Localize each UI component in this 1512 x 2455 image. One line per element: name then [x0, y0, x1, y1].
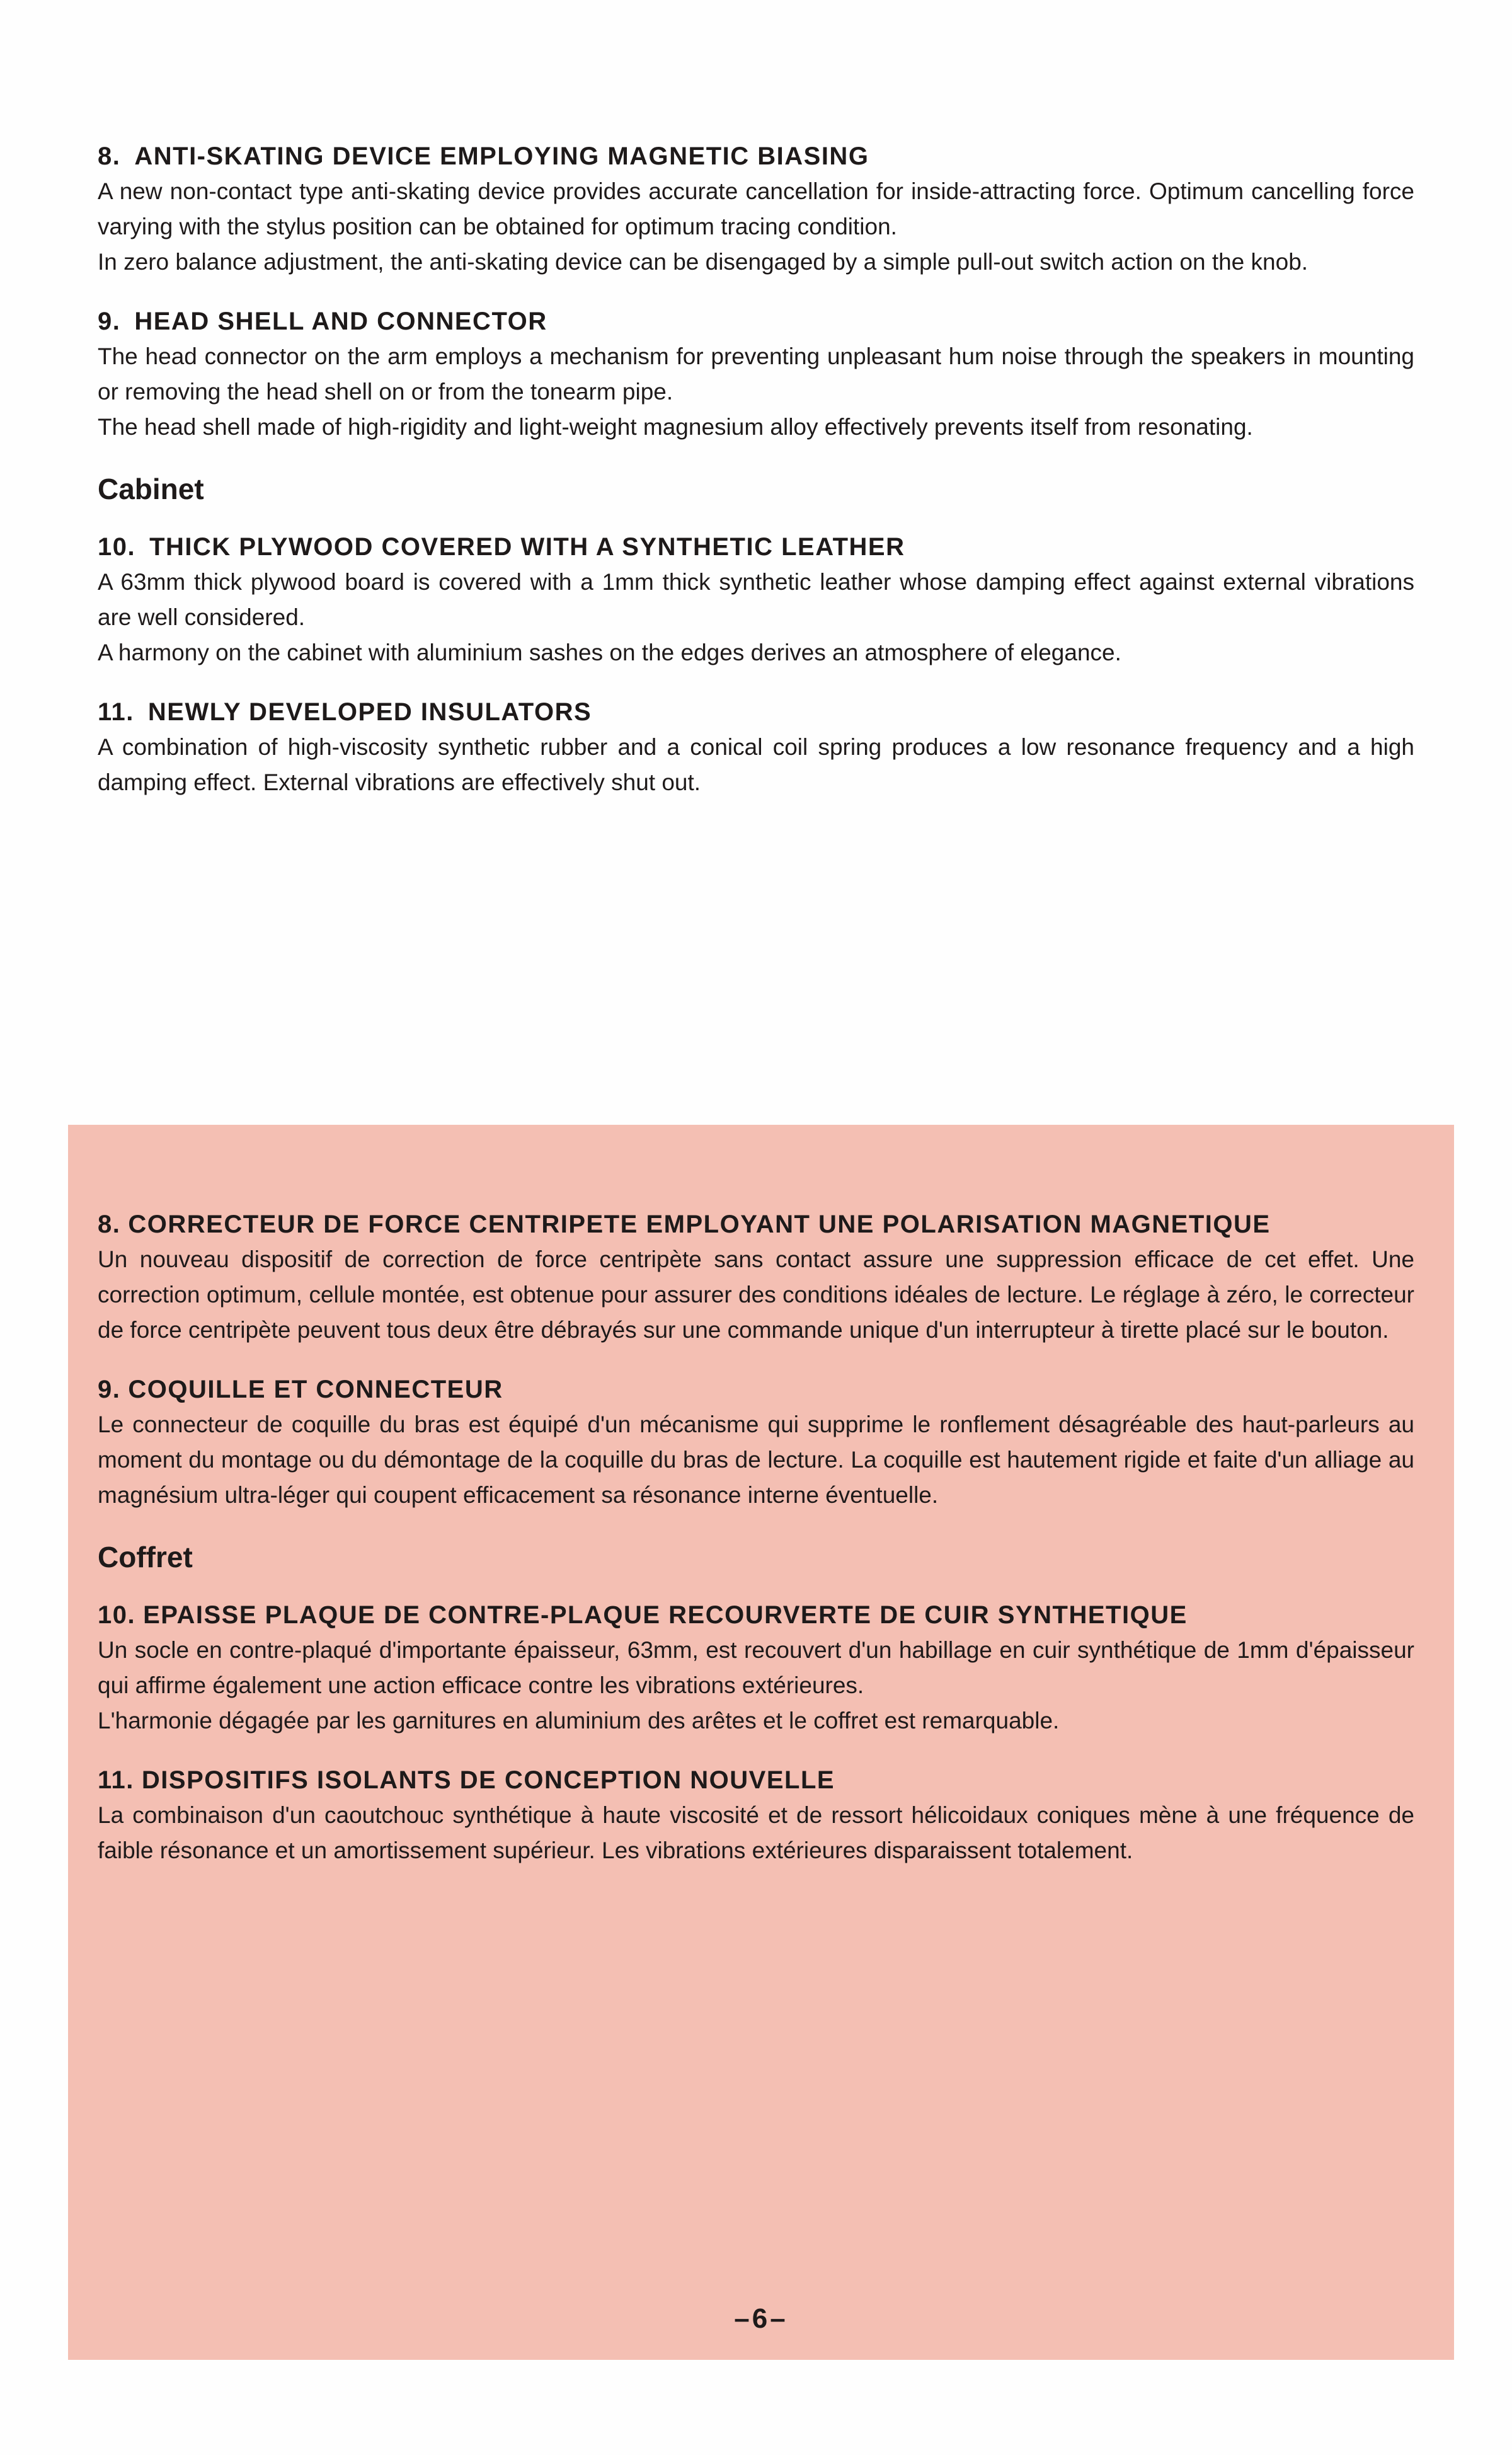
paragraph: A 63mm thick plywood board is covered with a 1mm thick synthetic leather whose damping effect against external vibrations are well considered. [98, 569, 1414, 630]
section-title: NEWLY DEVELOPED INSULATORS [147, 698, 592, 726]
section-number: 11. [98, 1766, 134, 1794]
paragraph: Un socle en contre-plaqué d'importante épaisseur, 63mm, est recouvert d'un habillage en cuir synthétique de 1mm d'épaisseur qui affirme également une action efficace contre les vibrations extérieures. [98, 1637, 1414, 1698]
section-number: 9. [98, 1376, 121, 1403]
paragraph: The head shell made of high-rigidity and light-weight magnesium alloy effectively prevents itself from resonating. [98, 414, 1253, 440]
english-content [98, 139, 1414, 824]
section-title: COQUILLE ET CONNECTEUR [128, 1376, 503, 1403]
section-title: ANTI-SKATING DEVICE EMPLOYING MAGNETIC BIASING [134, 142, 869, 170]
section-heading [98, 1762, 1414, 1798]
paragraph: A harmony on the cabinet with aluminium sashes on the edges derives an atmosphere of elegance. [98, 640, 1121, 665]
section-coquille [98, 1372, 1414, 1513]
paragraph: A new non-contact type anti-skating device provides accurate cancellation for inside-attracting force. Optimum cancelling force varying with the stylus position can be obtained for optimum tracing condition. [98, 178, 1414, 239]
section-correcteur [98, 1207, 1414, 1348]
section-anti-skating [98, 139, 1414, 280]
french-content [98, 1207, 1414, 1892]
section-number: 8. [98, 142, 121, 170]
section-head-shell [98, 304, 1414, 445]
section-number: 11. [98, 698, 134, 726]
section-number: 8. [98, 1210, 121, 1238]
section-title: EPAISSE PLAQUE DE CONTRE-PLAQUE RECOURVERTE DE CUIR SYNTHETIQUE [143, 1601, 1188, 1629]
group-title-coffret: Coffret [98, 1541, 193, 1573]
section-number: 9. [98, 308, 121, 335]
section-title: DISPOSITIFS ISOLANTS DE CONCEPTION NOUVELLE [141, 1766, 835, 1794]
page-number: –6– [734, 2303, 788, 2334]
section-heading [98, 1372, 1414, 1407]
section-title: THICK PLYWOOD COVERED WITH A SYNTHETIC LEATHER [149, 533, 905, 561]
section-number: 10. [98, 533, 136, 561]
section-heading [98, 304, 1414, 339]
paragraph: Un nouveau dispositif de correction de force centripète sans contact assure une suppression efficace de cet effet. Une correction optimum, cellule montée, est obtenue pour assurer des conditions idéales de lecture. Le réglage à zéro, le correcteur de force centripète peuvent tous deux être débrayés sur une commande unique d'un interrupteur à tirette placé sur le bouton. [98, 1246, 1414, 1343]
paragraph: The head connector on the arm employs a mechanism for preventing unpleasant hum noise through the speakers in mounting or removing the head shell on or from the tonearm pipe. [98, 343, 1414, 405]
paragraph: La combinaison d'un caoutchouc synthétique à haute viscosité et de ressort hélicoidaux coniques mène à une fréquence de faible résonance et un amortissement supérieur. Les vibrations extérieures disparaissent totalement. [98, 1802, 1414, 1863]
section-heading [98, 529, 1414, 565]
section-heading [98, 139, 1414, 174]
section-dispositifs-isolants [98, 1762, 1414, 1868]
section-heading [98, 1597, 1414, 1633]
section-heading [98, 1207, 1414, 1242]
section-title: HEAD SHELL AND CONNECTOR [134, 308, 547, 335]
paragraph: In zero balance adjustment, the anti-skating device can be disengaged by a simple pull-out switch action on the knob. [98, 249, 1309, 275]
section-insulators [98, 694, 1414, 800]
section-number: 10. [98, 1601, 136, 1629]
paragraph: L'harmonie dégagée par les garnitures en aluminium des arêtes et le coffret est remarquable. [98, 1708, 1060, 1733]
section-epaisse-plaque [98, 1597, 1414, 1739]
paragraph: Le connecteur de coquille du bras est équipé d'un mécanisme qui supprime le ronflement désagréable des haut-parleurs au moment du montage ou du démontage de la coquille du bras de lecture. La coquille est hautement rigide et faite d'un alliage au magnésium ultra-léger qui coupent efficacement sa résonance interne éventuelle. [98, 1411, 1414, 1508]
paragraph: A combination of high-viscosity synthetic rubber and a conical coil spring produces a low resonance frequency and a high damping effect. External vibrations are effectively shut out. [98, 734, 1414, 795]
group-title-cabinet: Cabinet [98, 473, 204, 505]
section-heading [98, 694, 1414, 730]
french-panel [68, 1125, 1454, 2360]
section-title: CORRECTEUR DE FORCE CENTRIPETE EMPLOYANT UNE POLARISATION MAGNETIQUE [128, 1210, 1271, 1238]
section-thick-plywood [98, 529, 1414, 670]
